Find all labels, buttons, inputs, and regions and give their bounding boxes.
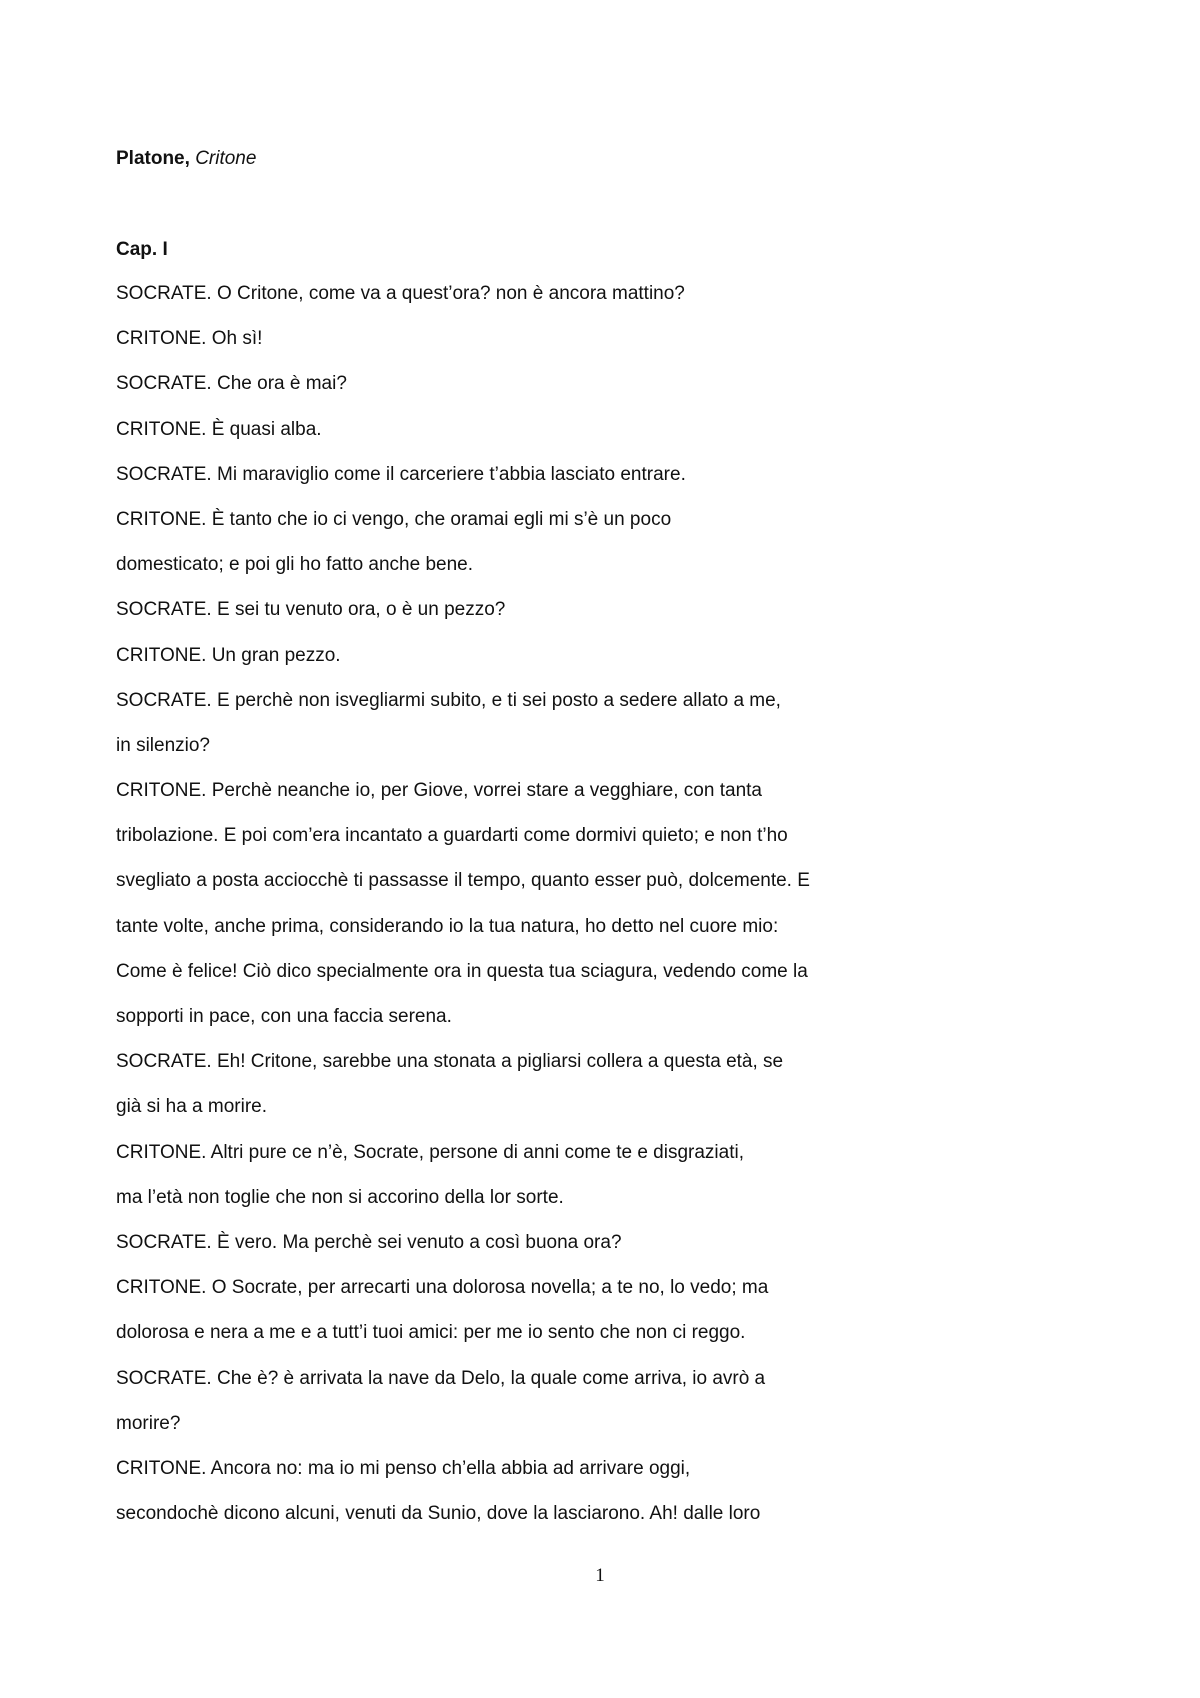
- text-line: SOCRATE. E perchè non isvegliarmi subito, e ti sei posto a sedere allato a me,: [116, 689, 781, 711]
- text-line: CRITONE. Oh sì!: [116, 328, 263, 350]
- text-line: SOCRATE. Mi maraviglio come il carceriere t’abbia lasciato entrare.: [116, 463, 686, 485]
- text-line: SOCRATE. Eh! Critone, sarebbe una stonata a pigliarsi collera a questa età, se: [116, 1051, 784, 1073]
- text-line: sopporti in pace, con una faccia serena.: [116, 1006, 452, 1027]
- text-line: Come è felice! Ciò dico specialmente ora in questa tua sciagura, vedendo come la: [116, 960, 808, 982]
- document-title: [116, 145, 256, 173]
- text-line: CRITONE. Un gran pezzo.: [116, 644, 341, 666]
- title-work: Critone: [195, 148, 257, 169]
- text-line: dolorosa e nera a me e a tutt’i tuoi amici: per me io sento che non ci reggo.: [116, 1322, 746, 1344]
- text-line: SOCRATE. E sei tu venuto ora, o è un pezzo?: [116, 599, 506, 621]
- text-line: SOCRATE. È vero. Ma perchè sei venuto a così buona ora?: [116, 1231, 622, 1253]
- chapter-heading: Cap. I: [116, 239, 168, 260]
- text-line: tante volte, anche prima, considerando io la tua natura, ho detto nel cuore mio:: [116, 915, 779, 937]
- title-author: Platone,: [116, 148, 190, 169]
- text-line: SOCRATE. Che ora è mai?: [116, 373, 347, 395]
- page-number: 1: [595, 1565, 605, 1586]
- text-line: CRITONE. Perchè neanche io, per Giove, vorrei stare a vegghiare, con tanta: [116, 780, 762, 802]
- text-line: ma l’età non toglie che non si accorino della lor sorte.: [116, 1186, 564, 1208]
- text-line: tribolazione. E poi com’era incantato a guardarti come dormivi quieto; e non t’ho: [116, 825, 788, 847]
- text-line: SOCRATE. O Critone, come va a quest’ora? non è ancora mattino?: [116, 283, 685, 304]
- text-line: CRITONE. È quasi alba.: [116, 418, 322, 440]
- text-line: morire?: [116, 1412, 181, 1434]
- text-line: SOCRATE. Che è? è arrivata la nave da Delo, la quale come arriva, io avrò a: [116, 1367, 766, 1389]
- text-line: CRITONE. Altri pure ce n’è, Socrate, persone di anni come te e disgraziati,: [116, 1141, 745, 1163]
- text-line: svegliato a posta acciocchè ti passasse il tempo, quanto esser può, dolcemente. E: [116, 870, 810, 892]
- text-line: CRITONE. È tanto che io ci vengo, che oramai egli mi s’è un poco: [116, 508, 672, 530]
- text-line: CRITONE. Ancora no: ma io mi penso ch’ella abbia ad arrivare oggi,: [116, 1457, 691, 1479]
- dialogue-text: [116, 280, 976, 1545]
- text-line: secondochè dicono alcuni, venuti da Sunio, dove la lasciarono. Ah! dalle loro: [116, 1503, 761, 1525]
- text-line: CRITONE. O Socrate, per arrecarti una dolorosa novella; a te no, lo vedo; ma: [116, 1277, 769, 1299]
- text-line: domesticato; e poi gli ho fatto anche bene.: [116, 554, 474, 576]
- text-line: in silenzio?: [116, 734, 210, 756]
- text-line: già si ha a morire.: [116, 1096, 268, 1118]
